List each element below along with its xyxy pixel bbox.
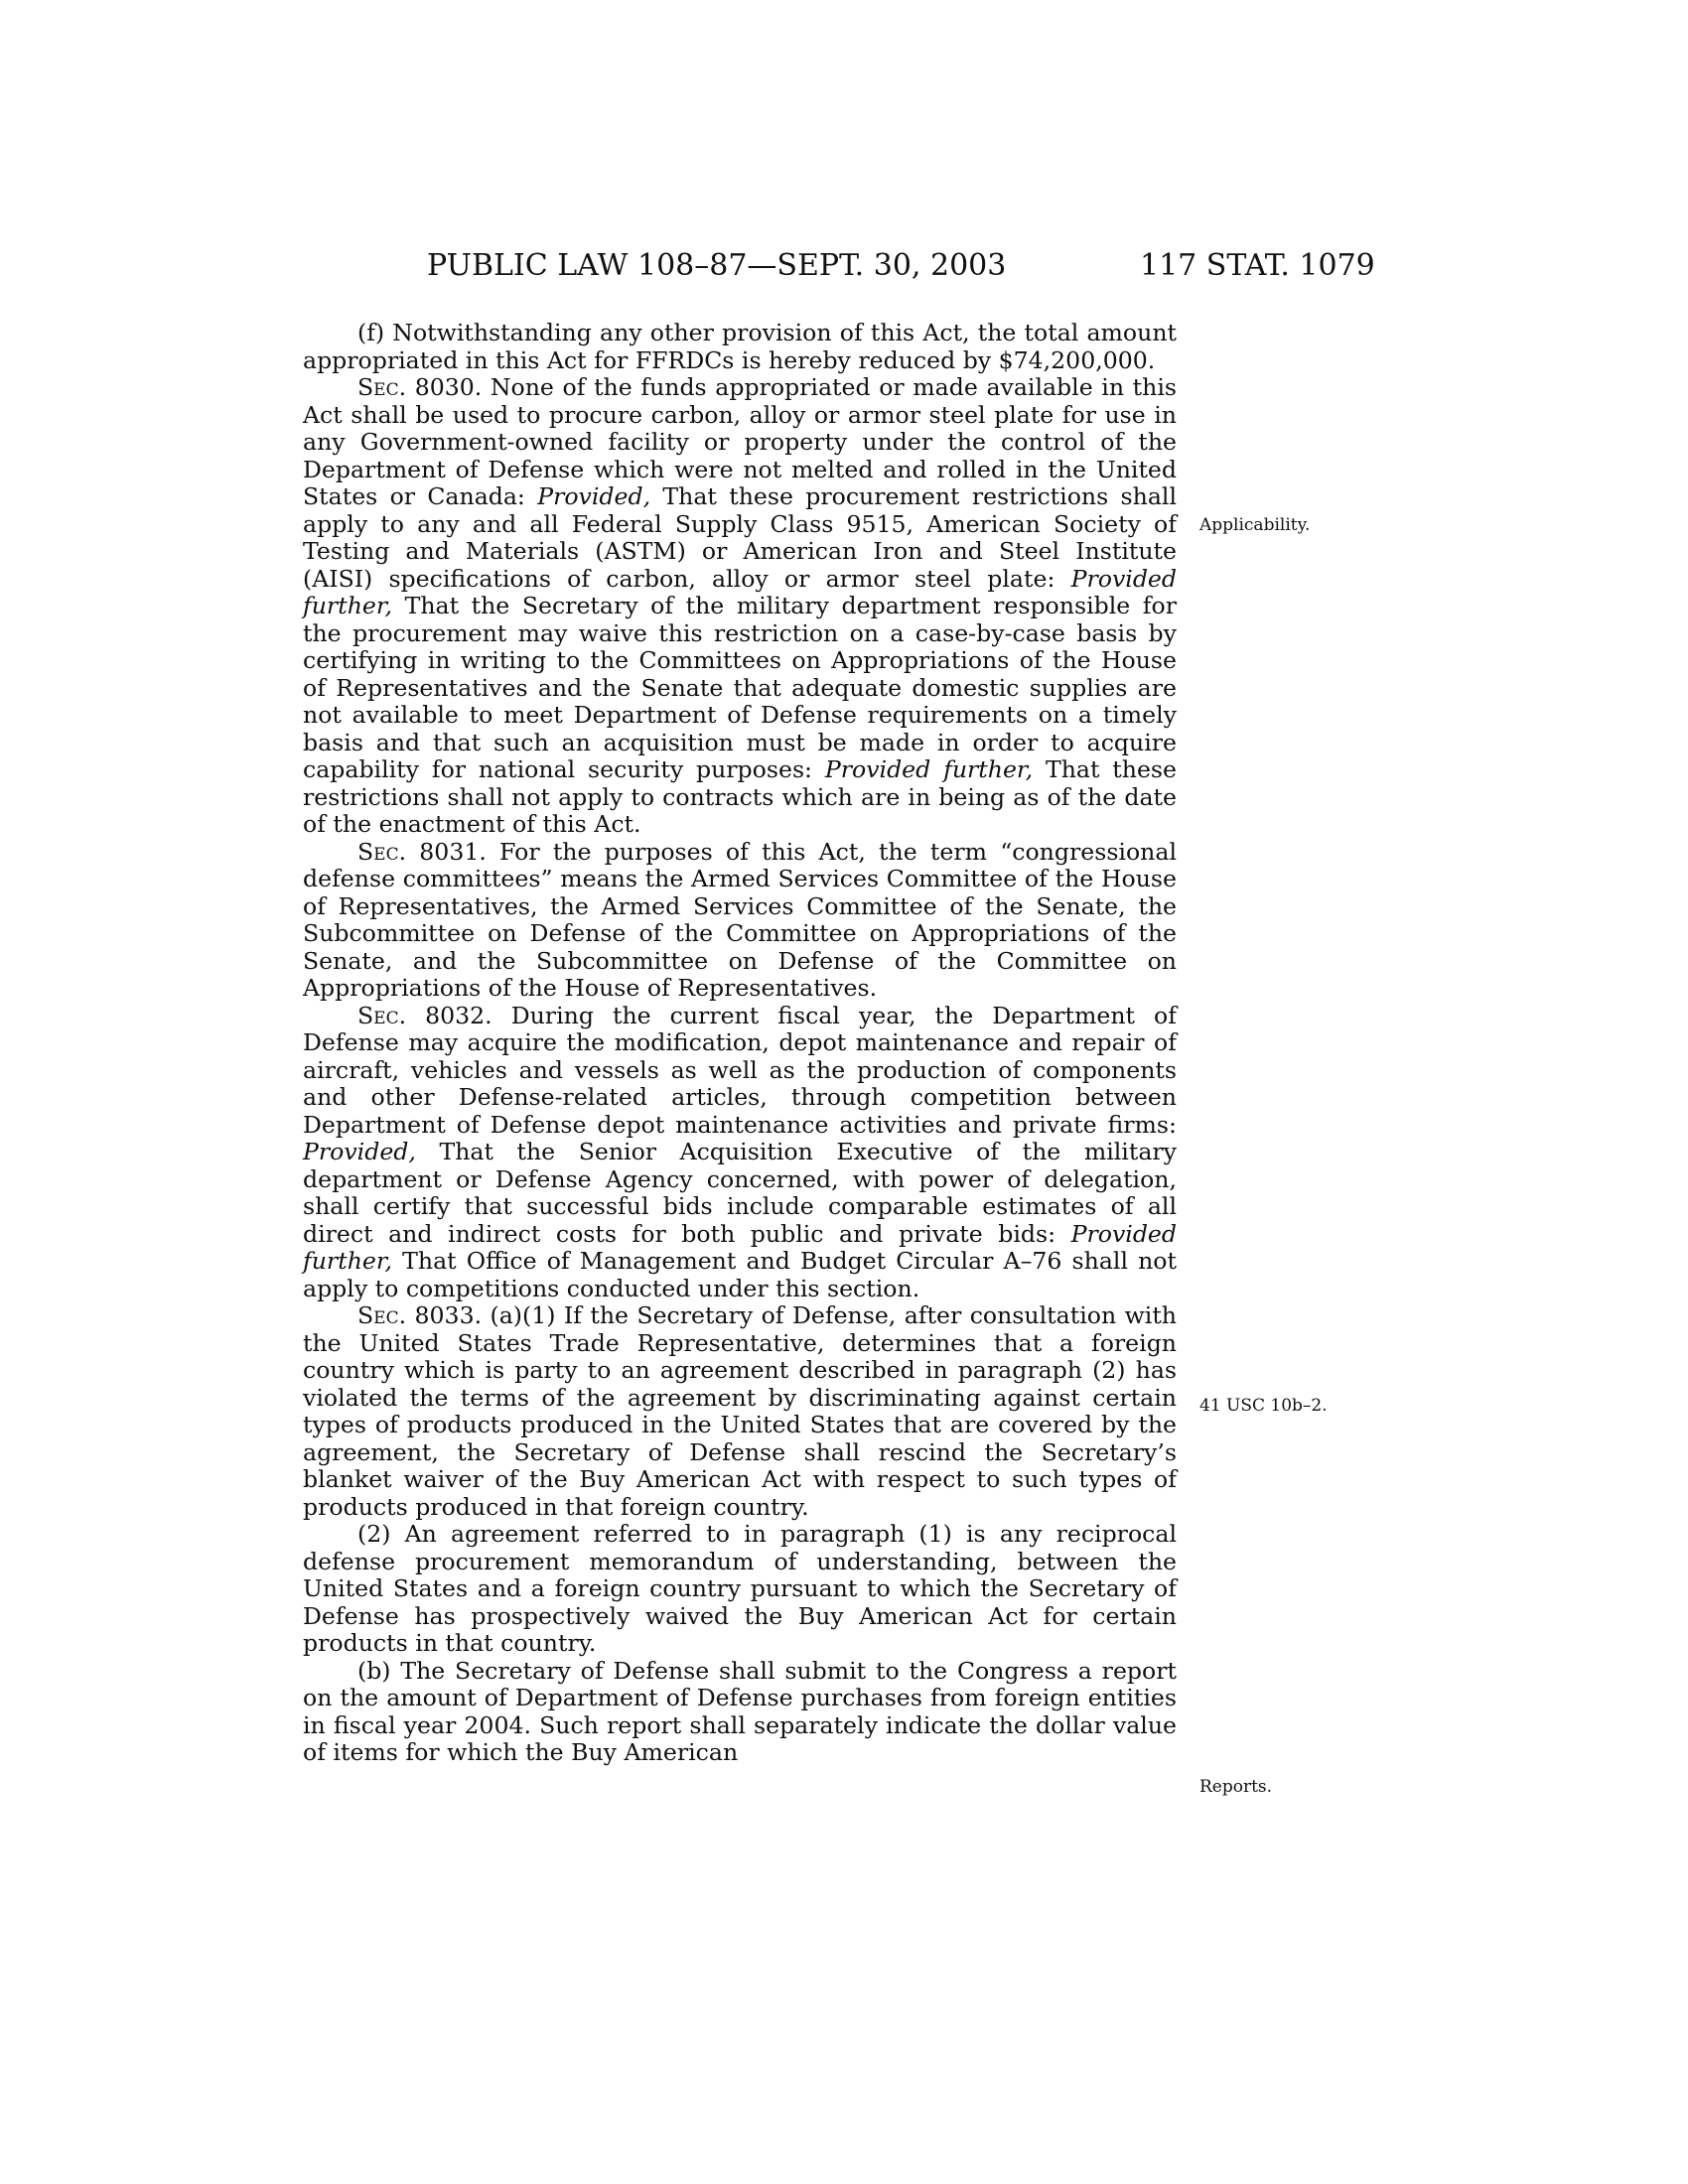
section-8030-text-a: 8030. None of the funds appropriated or made available in this Act shall be used to procure carbon, alloy or armor steel plate for use in any Government-owned facility or property under the control of the Department of Defense which were not melted and rolled in the United States or Canada:: [303, 373, 1177, 510]
section-8031: [303, 839, 1177, 1003]
paragraph-f-text: (f) Notwithstanding any other provision of this Act, the total amount appropriated in this Act for FFRDCs is hereby reduced by $74,200,000.: [303, 319, 1177, 374]
sec-label: Sec.: [357, 837, 407, 866]
section-8033-a2: [303, 1521, 1177, 1658]
section-8030-text-d: That these restrictions shall not apply to contracts which are in being as of the date of the enactment of this Act.: [303, 755, 1177, 838]
section-8033-a1-text: 8033. (a)(1) If the Secretary of Defense, after consultation with the United States Trade Representative, determines that a foreign country which is party to an agreement described in paragraph (2) has violated the terms of the agreement by discriminating against certain types of products produced in the United States that are covered by the agreement, the Secretary of Defense shall rescind the Secretary’s blanket waiver of the Buy American Act with respect to such types of products produced in that foreign country.: [303, 1301, 1177, 1521]
margin-note-reports: Reports.: [1199, 1777, 1273, 1797]
proviso-italic: Provided further,: [824, 755, 1034, 783]
proviso-italic: Provided further,: [303, 564, 1177, 619]
sec-label: Sec.: [357, 1301, 407, 1329]
proviso-italic: Provided,: [303, 1138, 416, 1165]
section-8032: [303, 1003, 1177, 1303]
body-text: [303, 320, 1177, 1767]
proviso-italic: Provided further,: [303, 1219, 1177, 1275]
header-law-citation: PUBLIC LAW 108–87—SEPT. 30, 2003: [427, 248, 1007, 283]
section-8030-text-b: That these procurement restrictions shall apply to any and all Federal Supply Class 9515, American Society of Testing and Materials (ASTM) or American Iron and Steel Institute (AISI) specifications of carbon, alloy or armor steel plate:: [303, 482, 1177, 593]
section-8033-a2-text: (2) An agreement referred to in paragraph (1) is any reciprocal defense procurement memorandum of understanding, between the United States and a foreign country pursuant to which the Secretary of Defense has prospectively waived the Buy American Act for certain products in that country.: [303, 1520, 1177, 1657]
section-8031-text: 8031. For the purposes of this Act, the term “congressional defense committees” means the Armed Services Committee of the House of Representatives, the Armed Services Committee of the Senate, the Subcommittee on Defense of the Committee on Appropriations of the Senate, and the Subcommittee on Defense of the Committee on Appropriations of the House of Representatives.: [303, 837, 1177, 1002]
margin-note-applicability: Applicability.: [1199, 515, 1311, 535]
section-8033-b: [303, 1658, 1177, 1767]
section-8033-a1: [303, 1302, 1177, 1521]
section-8032-text-c: That Office of Management and Budget Circular A–76 shall not apply to competitions conducted under this section.: [303, 1247, 1177, 1302]
sec-label: Sec.: [357, 1001, 407, 1029]
margin-note-usc-citation: 41 USC 10b–2.: [1199, 1396, 1328, 1416]
section-8030: [303, 374, 1177, 839]
sec-label: Sec.: [357, 373, 407, 401]
proviso-italic: Provided,: [537, 482, 651, 510]
running-head: [0, 246, 1688, 286]
section-8033-b-text: (b) The Secretary of Defense shall submit to the Congress a report on the amount of Department of Defense purchases from foreign entities in fiscal year 2004. Such report shall separately indicate the dollar value of items for which the Buy American: [303, 1656, 1177, 1766]
section-8032-text-a: 8032. During the current fiscal year, the Department of Defense may acquire the modification, depot maintenance and repair of aircraft, vehicles and vessels as well as the production of components and other Defense-related articles, through competition between Department of Defense depot maintenance activities and private firms:: [303, 1001, 1177, 1139]
section-8032-text-b: That the Senior Acquisition Executive of the military department or Defense Agency concerned, with power of delegation, shall certify that successful bids include comparable estimates of all direct and indirect costs for both public and private bids:: [303, 1138, 1177, 1248]
section-8030-text-c: That the Secretary of the military department responsible for the procurement may waive this restriction on a case-by-case basis by certifying in writing to the Committees on Appropriations of the House of Representatives and the Senate that adequate domestic supplies are not available to meet Department of Defense requirements on a timely basis and that such an acquisition must be made in order to acquire capability for national security purposes:: [303, 592, 1177, 783]
paragraph-f: [303, 320, 1177, 374]
header-stat-page: 117 STAT. 1079: [1140, 248, 1375, 283]
